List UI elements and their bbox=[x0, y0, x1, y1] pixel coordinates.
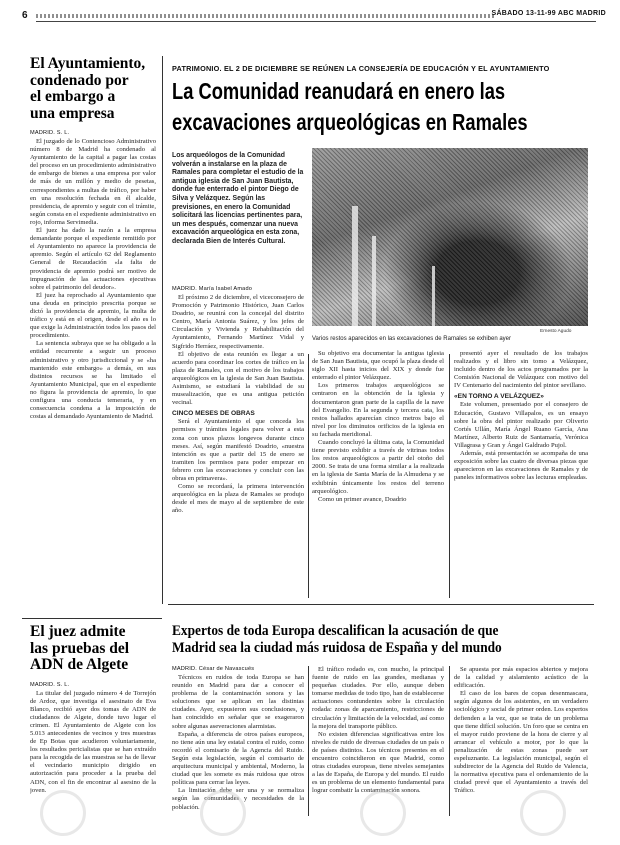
headline-line: condenado por bbox=[30, 71, 129, 89]
paragraph: El juez ha dado la razón a la empresa demandante porque el expediente remitido por el Ayuntamiento no aparece la providencia de apremio. Según el artículo 62 del Reglamento General de Recaudación «la falta de providencia de apremio podrá ser motivo de impugnación de las actuaciones ejecutivas sobre el patrimonio del deudor». bbox=[30, 227, 156, 291]
headline-line: Expertos de toda Europa descalifican la acusación de que bbox=[172, 622, 499, 639]
masthead bbox=[22, 10, 612, 32]
paragraph: La titular del juzgado número 4 de Torrejón de Ardoz, que investiga el asesinato de Eva Blanco, recibió ayer dos tomas de ADN de ciudadanos de Algete, donde tuvo lugar el crimen. El Ayuntamiento de Algete con los 5.013 antecedentes de vecinos y tres muestras de Ep Botas que acudieron voluntariamente, los resultados pericialistas que se han extraído para la recogida de las muestras se ha de llevar el vecindario municipio dirigido en autorización para proceder a la prueba del ADN, con el fin de encontrar al asesino de la joven. bbox=[30, 689, 156, 794]
photo-credit: Ernesto Agudo bbox=[540, 329, 572, 334]
masthead-date: SÁBADO 13-11-99 ABC MADRID bbox=[491, 10, 606, 17]
paragraph: La sentencia subraya que se ha obligado a la entidad recurrente a seguir un proceso administrativo y otro jurisdiccional y se «ha mantenido este embargo» a demás, en sus distintos recursos se ha limitado el Ayuntamiento Municipal, que en el expediente no figura la providencia de apremio, lo que configura una conducta temeraria, y en consecuencia condena a la imposición de costas al demandado Ayuntamiento de Madrid. bbox=[30, 340, 156, 421]
column-rule bbox=[308, 354, 309, 598]
bottom-col2: El tráfico rodado es, con mucho, la principal fuente de ruido en las grandes, medianas y pequeñas ciudades. Por ello, aunque deben tomarse medidas de todo tipo, han de establecerse actuaciones contundentes sobre la circulación rodada: zonas de aparcamiento, restricciones de circulación y limitación de la velocidad, así como la mejora del transporte público. No existen diferencias significativas entre los niveles de ruido de diversas ciudades de un país o de países distintos. Los técnicos presentes en el encuentro coincidieron en que Madrid, como otras ciudades europeas, tiene niveles semejantes a las de España, de Europa y del mundo. El ruido es un problema de un elemento fundamental para lograr combatir la contaminación sonora. bbox=[312, 666, 444, 795]
bottom-col3: Se apuesta por más espacios abiertos y mejora de la calidad y aislamiento acústico de la edificación. El caso de los bares de copas desenmascara, según algunos de los asistentes, en un verdadero sociológico y social de primer orden. Los expertos defienden a la vez, que se trata de un problema que tiene difícil solución. Un foro que se centra en el mayor ruido proviene de la hora de cierre y al arrancar el vehículo a motor, por lo que la penalización de estas zonas puede ser espeluznante. La legislación municipal, según el subdirector de la Agencia del Ruido de Valencia, la normativa ejecutiva para el ordenamiento de la ciudad prevé que el Ayuntamiento a través del Tráfico. bbox=[454, 666, 588, 795]
headline-line: una empresa bbox=[30, 104, 115, 122]
photo-caption: Varios restos aparecidos en las excavaciones de Ramales se exhiben ayer bbox=[312, 336, 511, 342]
main-kicker: PATRIMONIO. EL 2 DE DICIEMBRE SE REÚNEN LA CONSEJERÍA DE EDUCACIÓN Y EL AYUNTAMIENTO bbox=[172, 64, 550, 73]
paragraph: El juzgado de lo Contencioso Administrativo número 8 de Madrid ha condenado al Ayuntamiento de la capital a pagar las costas del proceso en un procedimiento administrativo de embargo de bienes a una empresa por valor de más de un millón y medio de pesetas, correspondientes a multas de tráfico, por haber en una resolución fechada en él alcalde, presidencia, de apremio y seguir con el trámite, según consta en el expediente administrativo en rojo, informa Servimedia. bbox=[30, 138, 156, 226]
masthead-rule bbox=[36, 21, 596, 22]
left-bottom-article bbox=[30, 624, 156, 820]
section-rule bbox=[168, 604, 594, 605]
left-bottom-body bbox=[30, 690, 156, 820]
excavation-photo bbox=[312, 148, 588, 326]
subhead: CINCO MESES DE OBRAS bbox=[172, 410, 255, 418]
left-top-headline bbox=[30, 56, 156, 122]
headline-line: Madrid sea la ciudad más ruidosa de España y del mundo bbox=[172, 639, 502, 656]
bottom-col1: Técnicos en ruidos de toda Europa se han reunido en Madrid para dar a conocer el problema de la contaminación sonora y las soluciones que se aplican en las distintas ciudades. Ayer, expusieron sus conclusiones, y han coincidido en señalar que se exageraron sobre algunas aseveraciones alarmistas. España, a diferencia de otros países europeos, no tiene aún una ley estatal contra el ruido, como recordó el comisario de la Agencia del Ruido. Según esta legislación, según el comisario de arquitectura municipal y ambiental, Moderno, la ciudad que les somete es más ruidosa que otros políticas para cerrar las leyes. La limitación debe ser una y se normaliza según las comunidades y necesidades de la población. bbox=[172, 674, 304, 811]
headline-line: las pruebas del bbox=[30, 639, 130, 657]
main-col3: presentó ayer el resultado de los trabajos realizados y el libro sin tomo a Velázquez, incluido dentro de los actos programados por la Comisión Nacional de Velázquez con motivo del IV Centenario del nacimiento del pintor sevillano. «EN TORNO A VELÁZQUEZ» Este volumen, presentado por el consejero de Educación, Gustavo Villapalos, es un ensayo sobre la obra del pintor realizado por Oliverio Cortés Ullán, María Ángel Ruano García, Ana Martínez, Alberto Ruiz de Santamaría, Verónica Villagrasa y Gran y Ángel Galdrado Pujol. Además, está presentación se acompaña de una exposición sobre las cuatro de diversas piezas que aparecieron en las excavaciones de Ramales y de paneles informativos sobre las lecturas empleadas. bbox=[454, 350, 588, 482]
subhead: «EN TORNO A VELÁZQUEZ» bbox=[454, 393, 544, 401]
column-rule bbox=[162, 56, 163, 604]
left-top-byline: MADRID. S. L. bbox=[30, 130, 70, 136]
column-rule bbox=[449, 666, 450, 816]
headline-line: el embargo a bbox=[30, 88, 116, 105]
headline-line: ADN de Algete bbox=[30, 656, 129, 673]
section-rule bbox=[22, 618, 162, 619]
main-headline bbox=[172, 76, 592, 138]
headline-line: El juez admite bbox=[30, 623, 126, 640]
page-number: 6 bbox=[22, 10, 28, 21]
column-rule bbox=[308, 666, 309, 816]
headline-line: El Ayuntamiento, bbox=[30, 55, 146, 72]
main-lead: Los arqueólogos de la Comunidad volverán a instalarse en la plaza de Ramales para completar el estudio de la antigua iglesia de San Juan Bautista, donde fue enterrado el pintor Diego de Silva y Velázquez. Según las previsiones, en enero la Comunidad solicitará las licencias pertinentes para, un mes después, comenzar una nueva excavación arqueológica en esta zona, declarada Bien de Interés Cultural. bbox=[172, 152, 304, 245]
headline-line: excavaciones arqueológicas en Ramales bbox=[172, 109, 528, 135]
left-top-body bbox=[30, 138, 156, 546]
bottom-headline bbox=[172, 622, 612, 656]
masthead-bar bbox=[36, 14, 496, 18]
main-col1: El próximo 2 de diciembre, el viceconsejero de Promoción y Patrimonio Histórico, Juan Carlos Doadrio, se reunirá con la concejal del distrito Centro, María Antonia Suárez, y los jefes de Circulación y Vivienda y Rehabilitación del Ayuntamiento, Fernando Martínez Vidal y Sigfrido Herráez, respectivamente. El objetivo de esta reunión es llegar a un acuerdo para coordinar los cortes de tráfico en la plaza de Ramales, con el motivo de los trabajos arqueológicos en la iglesia de San Juan Bautista. Asimismo, se estudiará la viabilidad de su musealización, que es una antigua petición vecinal. CINCO MESES DE OBRAS Será el Ayuntamiento el que conceda los permisos y trámites legales para volver a esta zona con unos plazos longevos durante cinco meses. Así, según manifestó Doadrio, «nuestra intención es que a partir del 15 de enero se tramiten los permisos para poder empezar en febrero con las excavaciones y concluir con las obras en primavera». Como se recordará, la primera intervención arqueológica en la plaza de Ramales se produjo desde el mes de mayo al de septiembre de este año. bbox=[172, 294, 304, 515]
left-bottom-byline: MADRID. S. L. bbox=[30, 681, 70, 688]
left-bottom-headline bbox=[30, 624, 156, 674]
main-byline: MADRID. María Isabel Amado bbox=[172, 286, 253, 292]
column-rule bbox=[449, 354, 450, 598]
paragraph: El juez ha reprochado al Ayuntamiento que una deuda en principio prescrita porque se dictó la providencia de apremio, la multa de tráfico y está en el origen, desde el año es lo que exige la Administración todos los pasos del procedimiento. bbox=[30, 291, 156, 340]
bottom-byline: MADRID. César de Navascués bbox=[172, 666, 255, 672]
headline-line: La Comunidad reanudará en enero las bbox=[172, 78, 506, 104]
left-top-article bbox=[30, 56, 156, 546]
main-col2: Su objetivo era documentar la antigua iglesia de San Juan Bautista, que ocupó la plaza desde el siglo XII hasta inicios del XIX y donde fue enterrado el pintor Velázquez. Los primeros trabajos arqueológicos se centraron en la obtención de la iglesia y documentaron gran parte de la capilla de la nave del Evangelio. En la segunda y tercera cata, los restos hallados aparecían cinco metros bajo el nivel por los diminutos orificios de la iglesia en su fachada meridional. Cuando concluyó la última cata, la Comunidad tiene previsto exhibir a través de vitrinas todos los restos arqueológicos a partir del otoño del 2000. Se trata de una forma similar a la realizada en la iglesia de Santa María de la Almudena y se exhibirán únicamente los restos del terreno arqueológico. Como un primer avance, Doadrio bbox=[312, 350, 444, 503]
